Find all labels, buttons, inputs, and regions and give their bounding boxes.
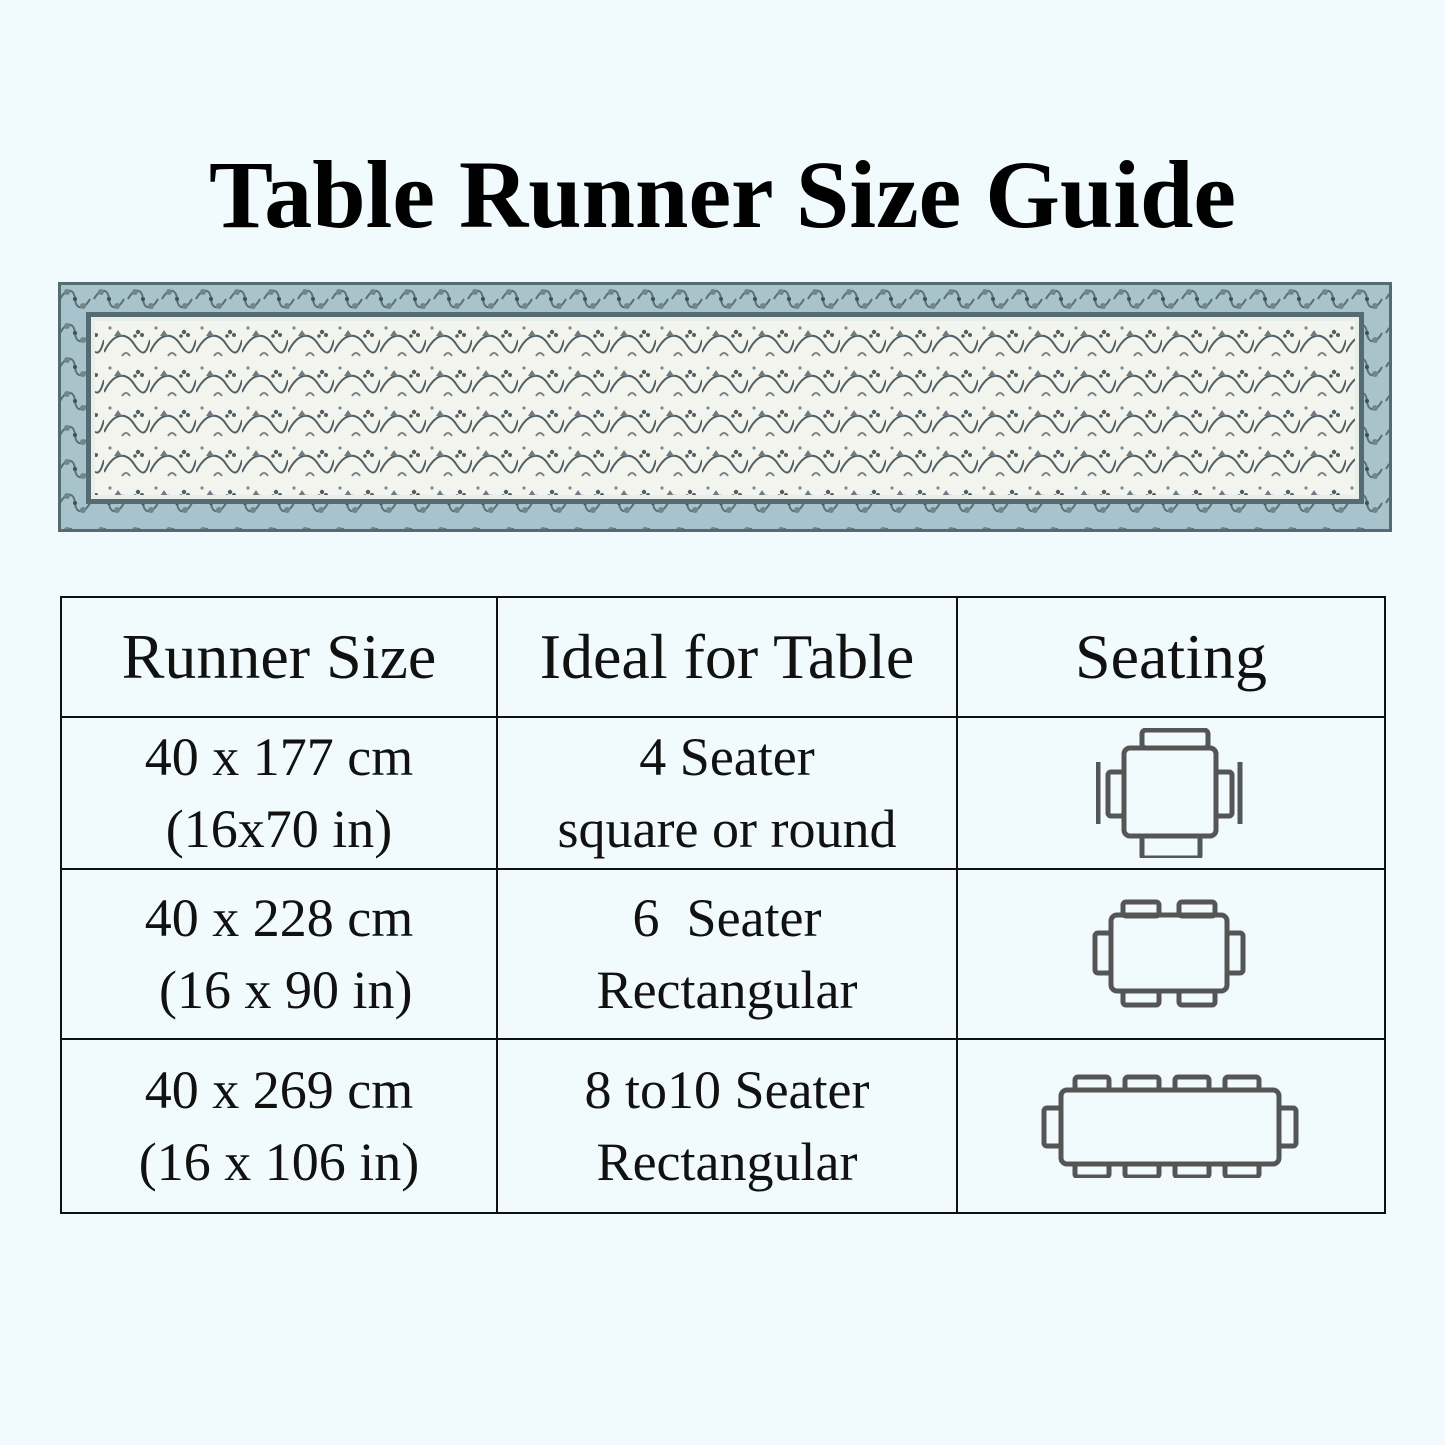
size-in: (16 x 106 in) (138, 1132, 420, 1192)
six-seater-table-icon (1091, 899, 1251, 1009)
size-cm: 40 x 228 cm (144, 888, 414, 948)
size-cm: 40 x 269 cm (144, 1060, 414, 1120)
table-shape: square or round (557, 799, 897, 859)
seater-count: 4 Seater (639, 727, 815, 787)
ideal-table-cell (497, 1039, 957, 1213)
size-in: (16x70 in) (165, 799, 393, 859)
table-shape: Rectangular (596, 960, 858, 1020)
table-row (61, 1039, 1385, 1213)
runner-size-cell (61, 717, 497, 869)
four-seater-table-icon (1096, 728, 1246, 858)
seating-cell (957, 1039, 1385, 1213)
ideal-table-cell (497, 869, 957, 1039)
table-runner-image (58, 282, 1392, 532)
ideal-table-cell (497, 717, 957, 869)
runner-size-cell (61, 1039, 497, 1213)
size-in: (16 x 90 in) (145, 960, 413, 1020)
header-seating: Seating (957, 597, 1385, 717)
runner-size-cell (61, 869, 497, 1039)
page-title: Table Runner Size Guide (209, 141, 1236, 248)
table-row (61, 717, 1385, 869)
ten-seater-table-icon (1041, 1074, 1301, 1178)
seater-count: 6 Seater (632, 888, 822, 948)
size-cm: 40 x 177 cm (144, 727, 414, 787)
seating-cell (957, 869, 1385, 1039)
seater-count: 8 to10 Seater (584, 1060, 870, 1120)
table-shape: Rectangular (596, 1132, 858, 1192)
seating-cell (957, 717, 1385, 869)
table-row (61, 869, 1385, 1039)
size-guide-table (60, 596, 1386, 1214)
table-header-row (61, 597, 1385, 717)
header-ideal-for-table: Ideal for Table (497, 597, 957, 717)
header-runner-size: Runner Size (61, 597, 497, 717)
